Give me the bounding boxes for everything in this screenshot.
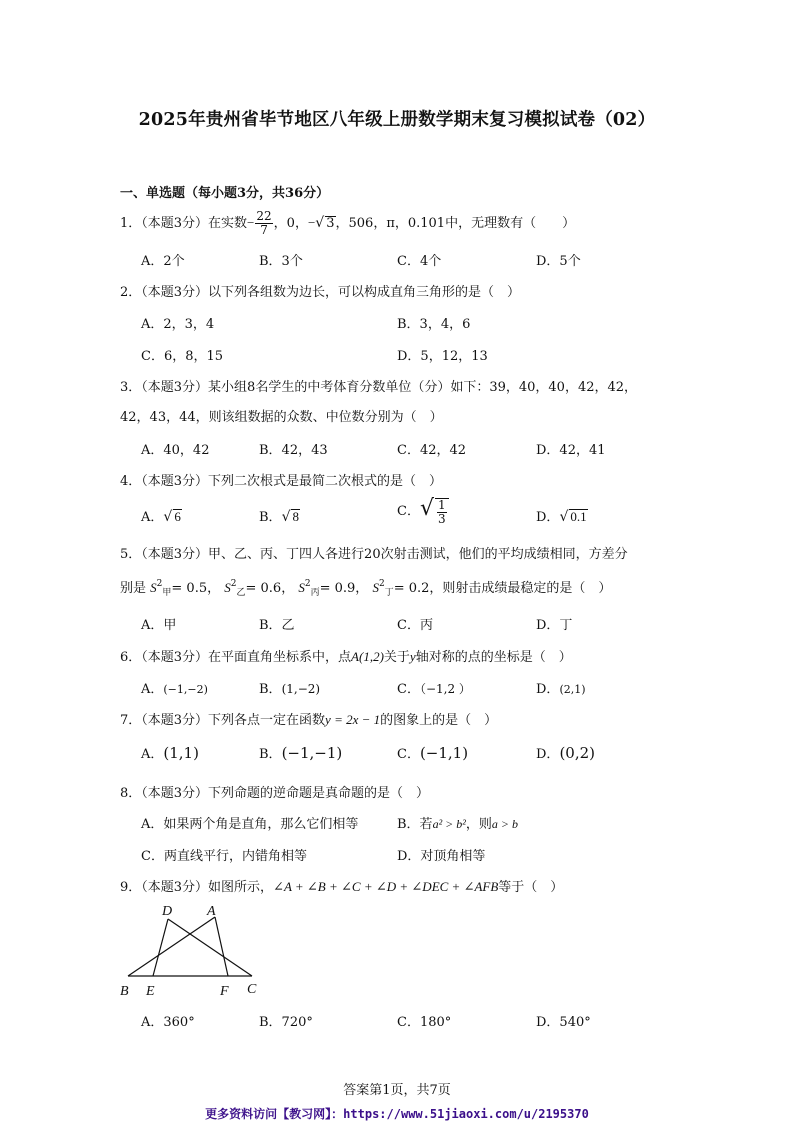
q1-fraction: $\frac{22}{7}$ (256, 209, 272, 237)
question-9: 9．（本题3分）如图所示，∠A + ∠B + ∠C + ∠D + ∠DEC + ∠AFB等于（ ） (120, 879, 564, 895)
q4-option-c: C．√ $\frac{1}{3}$ (397, 496, 449, 526)
q9-option-a: A．360° (141, 1015, 195, 1030)
q1-option-b: B．3个 (259, 254, 303, 269)
q9-option-b: B．720° (259, 1015, 313, 1030)
question-3-line-2: 42，43，44，则该组数据的众数、中位数分别为（ ） (120, 410, 443, 425)
q7-option-b: B．(−1,−1) (259, 744, 343, 762)
question-4: 4．（本题3分）下列二次根式是最简二次根式的是（ ） (120, 474, 443, 489)
question-7: 7．（本题3分）下列各点一定在函数y = 2x − 1的图象上的是（ ） (120, 712, 498, 728)
q5-option-b: B．乙 (259, 618, 295, 633)
q9-option-d: D．540° (536, 1015, 591, 1030)
question-1: 1．（本题3分）在实数− $\frac{22}{7}$ ，0，−√ 3，506，π，0.101中，无理数有（ ） (120, 209, 576, 237)
q4-option-a: A．√ 6 (141, 509, 181, 525)
q6-option-b: B．(1,−2) (259, 682, 321, 697)
q8-option-d: D．对顶角相等 (397, 849, 486, 864)
q7-option-c: C．(−1,1) (397, 744, 469, 762)
q6-option-c: C．（−1,2 ） (397, 682, 471, 697)
label-c: C (247, 982, 257, 997)
label-f: F (220, 984, 229, 998)
q8-option-a: A．如果两个角是直角，那么它们相等 (141, 817, 359, 832)
question-6: 6．（本题3分）在平面直角坐标系中，点A(1,2)关于y轴对称的点的坐标是（ ） (120, 649, 572, 665)
question-2: 2．（本题3分）以下列各组数为边长，可以构成直角三角形的是（ ） (120, 285, 521, 300)
q2-option-a: A．2，3，4 (141, 317, 215, 332)
label-b: B (120, 984, 129, 998)
q7-option-a: A．(1,1) (141, 744, 199, 762)
question-3: 3．（本题3分）某小组8名学生的中考体育分数单位（分）如下：39，40，40，42，42， (120, 380, 638, 395)
q1-option-d: D．5个 (536, 254, 581, 269)
q4-option-d: D．√ 0.1 (536, 509, 587, 525)
q2-option-b: B．3，4，6 (397, 317, 471, 332)
q1-stem-a: 1．（本题3分）在实数 (120, 216, 248, 231)
q2-option-c: C．6，8，15 (141, 349, 224, 364)
section-heading: 一、单选题（每小题3分，共36分） (120, 186, 330, 201)
q1-stem-b: ，0， (273, 216, 308, 231)
label-d: D (162, 904, 173, 919)
q1-option-c: C．4个 (397, 254, 442, 269)
question-5-line-2: 别是 $S^2_甲= 0.5$， $S^2_乙= 0.6$， $S^2_丙= 0.9$， $S^2_丁= 0.2$，则射击成绩最稳定的是（ ） (120, 579, 612, 598)
q6-option-a: A．(−1,−2) (141, 682, 208, 697)
q3-option-d: D．42，41 (536, 443, 606, 458)
q1-stem-c: ，506，π，0.101中，无理数有（ ） (335, 216, 576, 231)
label-a: A (207, 904, 216, 919)
q8-option-c: C．两直线平行，内错角相等 (141, 849, 307, 864)
q5-option-d: D．丁 (536, 618, 573, 633)
q7-option-d: D．(0,2) (536, 744, 595, 762)
resource-link[interactable]: 更多资料访问【教习网】：https://www.51jiaoxi.com/u/2195370 (205, 1107, 589, 1121)
label-e: E (146, 984, 155, 998)
q5-option-a: A．甲 (141, 618, 177, 633)
q1-option-a: A．2个 (141, 254, 185, 269)
q5-option-c: C．丙 (397, 618, 433, 633)
q3-option-c: C．42，42 (397, 443, 467, 458)
q3-option-a: A．40，42 (141, 443, 210, 458)
question-5: 5．（本题3分）甲、乙、丙、丁四人各进行20次射击测试，他们的平均成绩相同，方差分 (120, 547, 628, 562)
q9-option-c: C．180° (397, 1015, 452, 1030)
q4-option-b: B．√ 8 (259, 509, 299, 525)
q3-option-b: B．42，43 (259, 443, 328, 458)
q8-option-b: B．若a² > b²，则a > b (397, 817, 518, 832)
q2-option-d: D．5，12，13 (397, 349, 488, 364)
q6-option-d: D．(2,1) (536, 682, 586, 697)
page-title: 2025年贵州省毕节地区八年级上册数学期末复习模拟试卷（02） (138, 110, 656, 130)
question-8: 8．（本题3分）下列命题的逆命题是真命题的是（ ） (120, 786, 430, 801)
triangle-figure (118, 898, 268, 998)
page-number: 答案第1页，共7页 (343, 1083, 451, 1098)
